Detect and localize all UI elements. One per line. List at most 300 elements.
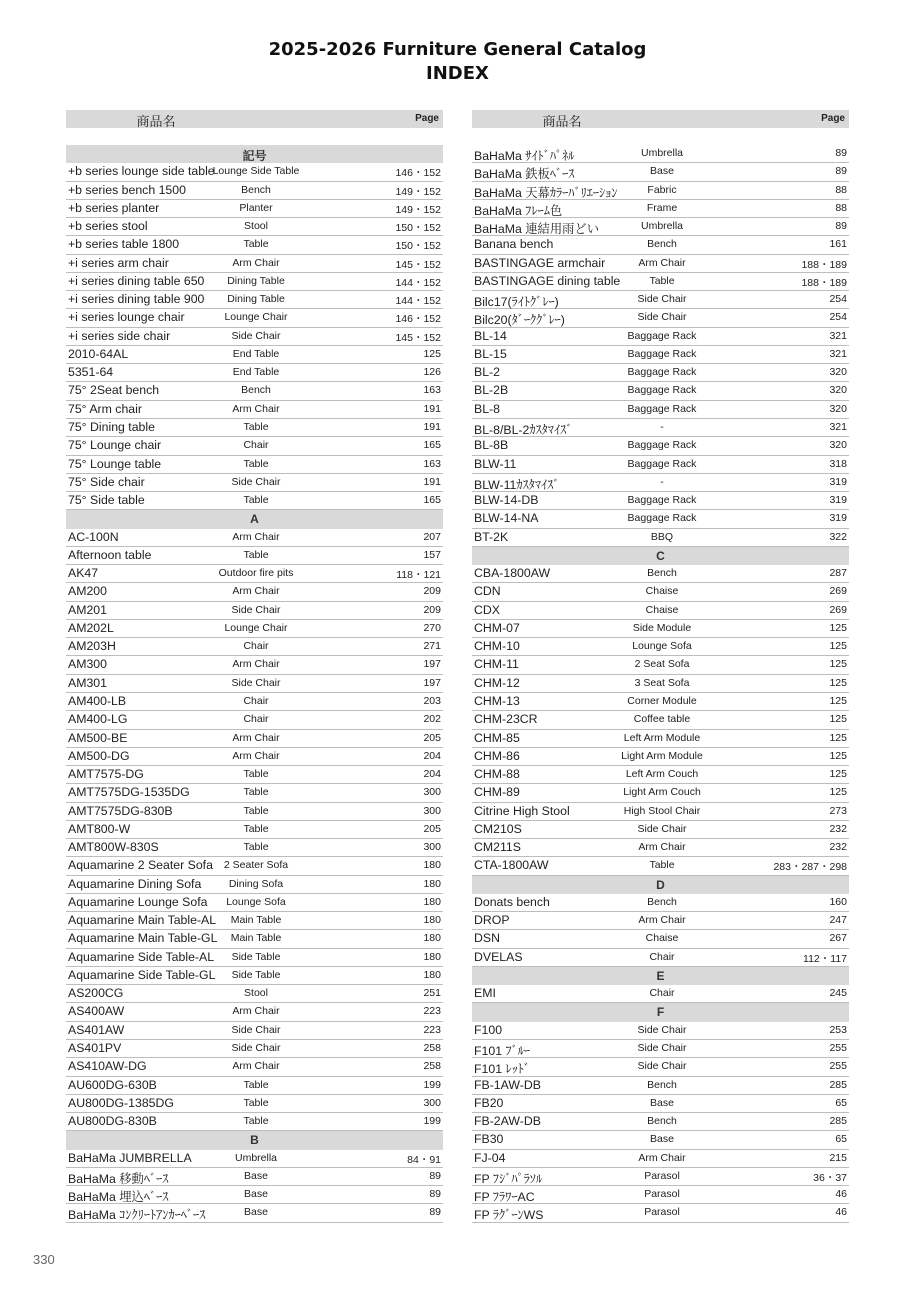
product-name: CM210S: [474, 821, 522, 836]
product-category: 2 Seater Sofa: [223, 859, 289, 872]
page-ref: 125: [829, 658, 847, 671]
product-name: CHM-13: [474, 693, 520, 708]
index-row: [66, 182, 443, 200]
index-row: [472, 784, 849, 802]
product-category: Base: [650, 1096, 674, 1109]
section-header: B: [66, 1131, 443, 1149]
product-name: BL-2B: [474, 383, 509, 398]
product-category: Arm Chair: [232, 530, 280, 543]
column-header: [66, 110, 443, 128]
product-name: CHM-85: [474, 730, 520, 745]
index-row: [66, 328, 443, 346]
page-ref: 247: [829, 914, 847, 927]
product-category: Chair: [243, 713, 269, 726]
page-ref: 89: [835, 165, 847, 178]
product-name: FB-1AW-DB: [474, 1077, 541, 1092]
header-product-name: 商品名: [136, 114, 176, 129]
product-name: Bilc20(ﾀﾞｰｸｸﾞﾚｰ): [474, 313, 565, 328]
product-name: F101 ﾚｯﾄﾞ: [474, 1062, 531, 1077]
page-ref: 203: [423, 694, 441, 707]
product-category: Parasol: [644, 1188, 680, 1201]
index-row: [472, 1186, 849, 1204]
product-name: BL-2: [474, 365, 500, 380]
page-ref: 258: [423, 1042, 441, 1055]
index-row: [472, 1058, 849, 1076]
index-column-left: [66, 110, 443, 1223]
page-ref: 232: [829, 822, 847, 835]
page-ref: 125: [829, 768, 847, 781]
product-name: AM200: [68, 584, 107, 599]
product-category: Bench: [647, 1115, 677, 1128]
page-ref: 46: [835, 1188, 847, 1201]
product-category: Main Table: [230, 932, 282, 945]
section-header: A: [66, 510, 443, 528]
page-ref: 321: [829, 329, 847, 342]
page-ref: 197: [423, 676, 441, 689]
page-ref: 36・37: [813, 1171, 847, 1184]
page-ref: 145・152: [395, 258, 441, 271]
product-name: F100: [474, 1022, 503, 1037]
product-category: Bench: [647, 895, 677, 908]
page-ref: 319: [829, 512, 847, 525]
product-name: Donats bench: [474, 894, 550, 909]
product-name: BaHaMa 連結用雨どい: [474, 222, 600, 237]
index-row: [66, 529, 443, 547]
index-row: [66, 967, 443, 985]
page-ref: 188・189: [801, 258, 847, 271]
index-row: [472, 1022, 849, 1040]
page-ref: 146・152: [395, 313, 441, 326]
index-row: [472, 1113, 849, 1131]
page-ref: 112・117: [803, 952, 847, 965]
product-name: FB30: [474, 1132, 504, 1147]
index-row: [472, 693, 849, 711]
product-name: BLW-11: [474, 456, 517, 471]
index-row: [472, 821, 849, 839]
index-row: [472, 912, 849, 930]
product-category: Table: [243, 1115, 269, 1128]
index-row: [66, 1095, 443, 1113]
index-row: [472, 346, 849, 364]
product-name: +b series lounge side table: [68, 164, 215, 179]
product-name: BaHaMa 埋込ﾍﾞｰｽ: [68, 1190, 169, 1205]
page-ref: 126: [423, 366, 441, 379]
product-category: Parasol: [644, 1206, 680, 1219]
page-ref: 89: [835, 147, 847, 159]
index-row: [472, 1040, 849, 1058]
product-category: Table: [243, 494, 269, 507]
index-row: [472, 328, 849, 346]
page-ref: 255: [829, 1060, 847, 1073]
product-category: Arm Chair: [232, 1060, 280, 1073]
page-ref: 125: [829, 749, 847, 762]
product-category: Arm Chair: [638, 841, 686, 854]
product-name: AS400AW: [68, 1004, 125, 1019]
page-ref: 191: [423, 475, 441, 488]
index-row: [472, 748, 849, 766]
product-name: AS200CG: [68, 986, 124, 1001]
product-category: Outdoor fire pits: [218, 567, 294, 580]
page-ref: 89: [429, 1169, 441, 1182]
section-header: D: [472, 876, 849, 894]
product-name: FB-2AW-DB: [474, 1114, 541, 1129]
product-category: Table: [243, 804, 269, 817]
index-row: [472, 894, 849, 912]
index-row: [472, 163, 849, 181]
page-ref: 204: [423, 768, 441, 781]
product-name: CHM-86: [474, 748, 520, 763]
product-name: CBA-1800AW: [474, 566, 551, 581]
product-category: Baggage Rack: [627, 329, 697, 342]
page-ref: 320: [829, 402, 847, 415]
page-ref: 89: [835, 220, 847, 233]
product-category: Bench: [241, 384, 271, 397]
index-row: [472, 949, 849, 967]
product-category: Bench: [647, 1078, 677, 1091]
index-row: [66, 1204, 443, 1222]
product-name: BaHaMa 鉄板ﾍﾞｰｽ: [474, 167, 575, 182]
product-category: Baggage Rack: [627, 494, 697, 507]
page-ref: 232: [829, 841, 847, 854]
product-name: Aquamarine Dining Sofa: [68, 876, 202, 891]
index-row: [472, 291, 849, 309]
product-category: Table: [649, 274, 675, 287]
index-row: [472, 1131, 849, 1149]
index-row: [472, 200, 849, 218]
product-name: BaHaMa 移動ﾍﾞｰｽ: [68, 1171, 169, 1186]
product-category: Arm Chair: [638, 1151, 686, 1164]
product-name: 75° 2Seat bench: [68, 383, 160, 398]
index-row: [66, 1058, 443, 1076]
index-row: [472, 583, 849, 601]
index-row: [66, 839, 443, 857]
product-name: AS401AW: [68, 1022, 125, 1037]
product-category: Bench: [647, 238, 677, 251]
product-name: +i series dining table 900: [68, 292, 205, 307]
product-name: F101 ﾌﾞﾙｰ: [474, 1044, 531, 1059]
index-row: [66, 675, 443, 693]
page-ref: 319: [829, 494, 847, 507]
index-row: [472, 218, 849, 236]
product-name: Bilc17(ﾗｲﾄｸﾞﾚｰ): [474, 295, 559, 310]
product-name: 5351-64: [68, 365, 114, 380]
product-category: Light Arm Couch: [623, 786, 701, 799]
product-category: Left Arm Couch: [625, 768, 699, 781]
page-ref: 209: [423, 603, 441, 616]
product-category: Base: [244, 1188, 268, 1201]
page-ref: 320: [829, 384, 847, 397]
product-name: AM202L: [68, 620, 114, 635]
product-category: End Table: [232, 347, 280, 360]
section-header: E: [472, 967, 849, 985]
index-row: [66, 492, 443, 510]
section-header: C: [472, 547, 849, 565]
index-row: [472, 510, 849, 528]
product-name: +b series planter: [68, 200, 160, 215]
page-ref: 245: [829, 987, 847, 1000]
index-row: [472, 1077, 849, 1095]
product-name: BaHaMa JUMBRELLA: [68, 1150, 192, 1165]
product-name: FP ﾌｼﾞﾊﾟﾗｿﾙ: [474, 1171, 543, 1186]
product-name: 75° Arm chair: [68, 401, 142, 416]
index-row: [472, 309, 849, 327]
page-ref: 180: [423, 968, 441, 981]
page-ref: 88: [835, 201, 847, 214]
page-ref: 125: [423, 347, 441, 360]
product-name: +i series side chair: [68, 328, 171, 343]
page-ref: 165: [423, 494, 441, 507]
product-name: AMT800W-830S: [68, 840, 159, 855]
product-name: BaHaMa ｺﾝｸﾘｰﾄｱﾝｶｰﾍﾞｰｽ: [68, 1208, 206, 1223]
product-name: DVELAS: [474, 949, 523, 964]
product-category: 3 Seat Sofa: [634, 676, 690, 689]
product-category: Table: [243, 238, 269, 251]
index-row: [472, 565, 849, 583]
product-name: +i series dining table 650: [68, 273, 205, 288]
header-product-name: 商品名: [542, 114, 582, 129]
index-row: [472, 803, 849, 821]
page-ref: 271: [423, 640, 441, 653]
product-name: CHM-07: [474, 620, 520, 635]
index-row: [472, 766, 849, 784]
product-category: Side Chair: [231, 329, 281, 342]
index-row: [472, 620, 849, 638]
index-row: [66, 766, 443, 784]
product-category: Side Chair: [637, 293, 687, 306]
page-ref: 65: [835, 1133, 847, 1146]
product-category: Base: [650, 1133, 674, 1146]
product-category: Chair: [243, 694, 269, 707]
product-category: Base: [650, 165, 674, 178]
page-ref: 283・287・298: [773, 861, 847, 874]
product-name: BaHaMa ｻｲﾄﾞﾊﾟﾈﾙ: [474, 149, 575, 163]
page-ref: 118・121: [396, 569, 441, 582]
product-category: Baggage Rack: [627, 512, 697, 525]
page-ref: 125: [829, 731, 847, 744]
page-ref: 223: [423, 1005, 441, 1018]
index-row: [66, 401, 443, 419]
index-row: [472, 145, 849, 163]
page-ref: 270: [423, 621, 441, 634]
section-header: F: [472, 1003, 849, 1021]
product-category: Side Chair: [637, 1042, 687, 1055]
index-row: [66, 784, 443, 802]
product-category: Arm Chair: [232, 658, 280, 671]
page-ref: 160: [829, 895, 847, 908]
product-category: Side Chair: [231, 1023, 281, 1036]
index-row: [66, 273, 443, 291]
product-category: Stool: [244, 987, 268, 1000]
product-category: Chaise: [645, 932, 679, 945]
index-row: [66, 876, 443, 894]
index-row: [472, 985, 849, 1003]
column-header: [472, 110, 849, 128]
product-category: Arm Chair: [232, 1005, 280, 1018]
product-name: Afternoon table: [68, 547, 152, 562]
page-ref: 320: [829, 439, 847, 452]
index-row: [66, 748, 443, 766]
product-name: CM211S: [474, 840, 521, 855]
index-row: [66, 291, 443, 309]
product-category: Side Chair: [637, 311, 687, 324]
product-name: CDN: [474, 584, 501, 599]
product-category: Dining Table: [227, 293, 285, 306]
index-row: [66, 218, 443, 236]
product-name: CHM-89: [474, 785, 520, 800]
page-ref: 125: [829, 621, 847, 634]
page-ref: 165: [423, 439, 441, 452]
index-row: [472, 492, 849, 510]
index-row: [472, 529, 849, 547]
index-row: [472, 236, 849, 254]
page-ref: 285: [829, 1078, 847, 1091]
index-row: [472, 1204, 849, 1222]
index-row: [66, 620, 443, 638]
index-row: [472, 474, 849, 492]
index-row: [472, 656, 849, 674]
index-row: [66, 1168, 443, 1186]
product-category: End Table: [232, 366, 280, 379]
product-name: +b series table 1800: [68, 237, 180, 252]
index-row: [472, 839, 849, 857]
page-ref: 65: [835, 1096, 847, 1109]
index-row: [66, 711, 443, 729]
index-row: [66, 656, 443, 674]
page-ref: 322: [829, 530, 847, 543]
product-name: AM201: [68, 602, 107, 617]
page-ref: 269: [829, 585, 847, 598]
page-ref: 205: [423, 822, 441, 835]
index-row: [472, 638, 849, 656]
product-category: Baggage Rack: [627, 402, 697, 415]
page-ref: 46: [835, 1206, 847, 1219]
page-ref: 300: [423, 786, 441, 799]
product-name: +i series lounge chair: [68, 310, 185, 325]
page-ref: 180: [423, 895, 441, 908]
product-name: CHM-12: [474, 675, 520, 690]
product-category: Lounge Sofa: [226, 895, 286, 908]
page-ref: 197: [423, 658, 441, 671]
product-name: Banana bench: [474, 237, 554, 252]
product-name: BASTINGAGE armchair: [474, 255, 606, 270]
product-category: Side Table: [231, 968, 281, 981]
page-ref: 188・189: [801, 276, 847, 289]
index-row: [66, 803, 443, 821]
product-category: Table: [243, 1096, 269, 1109]
product-category: BBQ: [650, 530, 674, 543]
index-rows: [66, 145, 443, 1223]
product-name: AMT800-W: [68, 821, 131, 836]
product-category: Main Table: [230, 914, 282, 927]
product-name: CHM-23CR: [474, 712, 538, 727]
product-category: Base: [244, 1206, 268, 1219]
product-category: Coffee table: [633, 713, 691, 726]
product-category: Parasol: [644, 1169, 680, 1182]
index-row: [66, 1003, 443, 1021]
page-ref: 258: [423, 1060, 441, 1073]
page-ref: 145・152: [395, 331, 441, 344]
page-number: 330: [33, 1252, 55, 1267]
product-category: Side Chair: [231, 603, 281, 616]
product-name: AC-100N: [68, 529, 119, 544]
product-category: Baggage Rack: [627, 384, 697, 397]
product-name: AMT7575DG-1535DG: [68, 785, 190, 800]
product-name: FP ﾌﾗﾜｰAC: [474, 1190, 535, 1205]
index-row: [66, 163, 443, 181]
product-name: BLW-14-DB: [474, 493, 539, 508]
product-category: Frame: [646, 201, 678, 214]
product-category: Chair: [649, 950, 675, 963]
index-row: [472, 382, 849, 400]
index-row: [472, 675, 849, 693]
page-ref: 215: [829, 1151, 847, 1164]
page-ref: 205: [423, 731, 441, 744]
page-ref: 89: [429, 1188, 441, 1201]
product-name: BLW-11ｶｽﾀﾏｲｽﾞ: [474, 477, 560, 492]
page-ref: 150・152: [395, 240, 441, 253]
page-ref: 300: [423, 841, 441, 854]
page-ref: 146・152: [395, 167, 441, 180]
page-ref: 84・91: [407, 1153, 441, 1166]
product-name: FJ-04: [474, 1150, 506, 1165]
product-name: BL-8/BL-2ｶｽﾀﾏｲｽﾞ: [474, 422, 573, 437]
page-ref: 157: [423, 548, 441, 561]
product-category: Chaise: [645, 603, 679, 616]
product-category: Corner Module: [627, 694, 697, 707]
index-row: [66, 894, 443, 912]
product-name: AM400-LB: [68, 693, 127, 708]
page-ref: 320: [829, 366, 847, 379]
product-category: Lounge Sofa: [632, 640, 692, 653]
product-category: Arm Chair: [638, 914, 686, 927]
page-ref: 209: [423, 585, 441, 598]
product-category: Table: [243, 768, 269, 781]
page-ref: 161: [829, 238, 847, 251]
product-category: Light Arm Module: [621, 749, 703, 762]
product-name: 75° Dining table: [68, 419, 155, 434]
product-category: Table: [243, 786, 269, 799]
product-category: Baggage Rack: [627, 347, 697, 360]
product-name: BL-8: [474, 401, 500, 416]
product-category: Table: [649, 859, 675, 872]
page-ref: 321: [829, 347, 847, 360]
product-name: AM301: [68, 675, 107, 690]
product-category: Arm Chair: [232, 731, 280, 744]
index-row: [66, 985, 443, 1003]
product-category: Planter: [239, 201, 273, 214]
product-category: Arm Chair: [232, 585, 280, 598]
index-row: [66, 1077, 443, 1095]
page-ref: 207: [423, 530, 441, 543]
product-category: Baggage Rack: [627, 457, 697, 470]
product-name: Aquamarine Side Table-GL: [68, 967, 216, 982]
product-category: Baggage Rack: [627, 439, 697, 452]
product-category: High Stool Chair: [623, 804, 701, 817]
page-ref: 204: [423, 749, 441, 762]
index-row: [66, 730, 443, 748]
index-row: [66, 912, 443, 930]
page-ref: 125: [829, 676, 847, 689]
product-name: +i series arm chair: [68, 255, 169, 270]
index-row: [472, 857, 849, 875]
page-ref: 163: [423, 457, 441, 470]
page-ref: 223: [423, 1023, 441, 1036]
product-name: DROP: [474, 913, 510, 928]
page-ref: 149・152: [395, 203, 441, 216]
index-row: [66, 583, 443, 601]
product-category: Baggage Rack: [627, 366, 697, 379]
index-row: [66, 346, 443, 364]
